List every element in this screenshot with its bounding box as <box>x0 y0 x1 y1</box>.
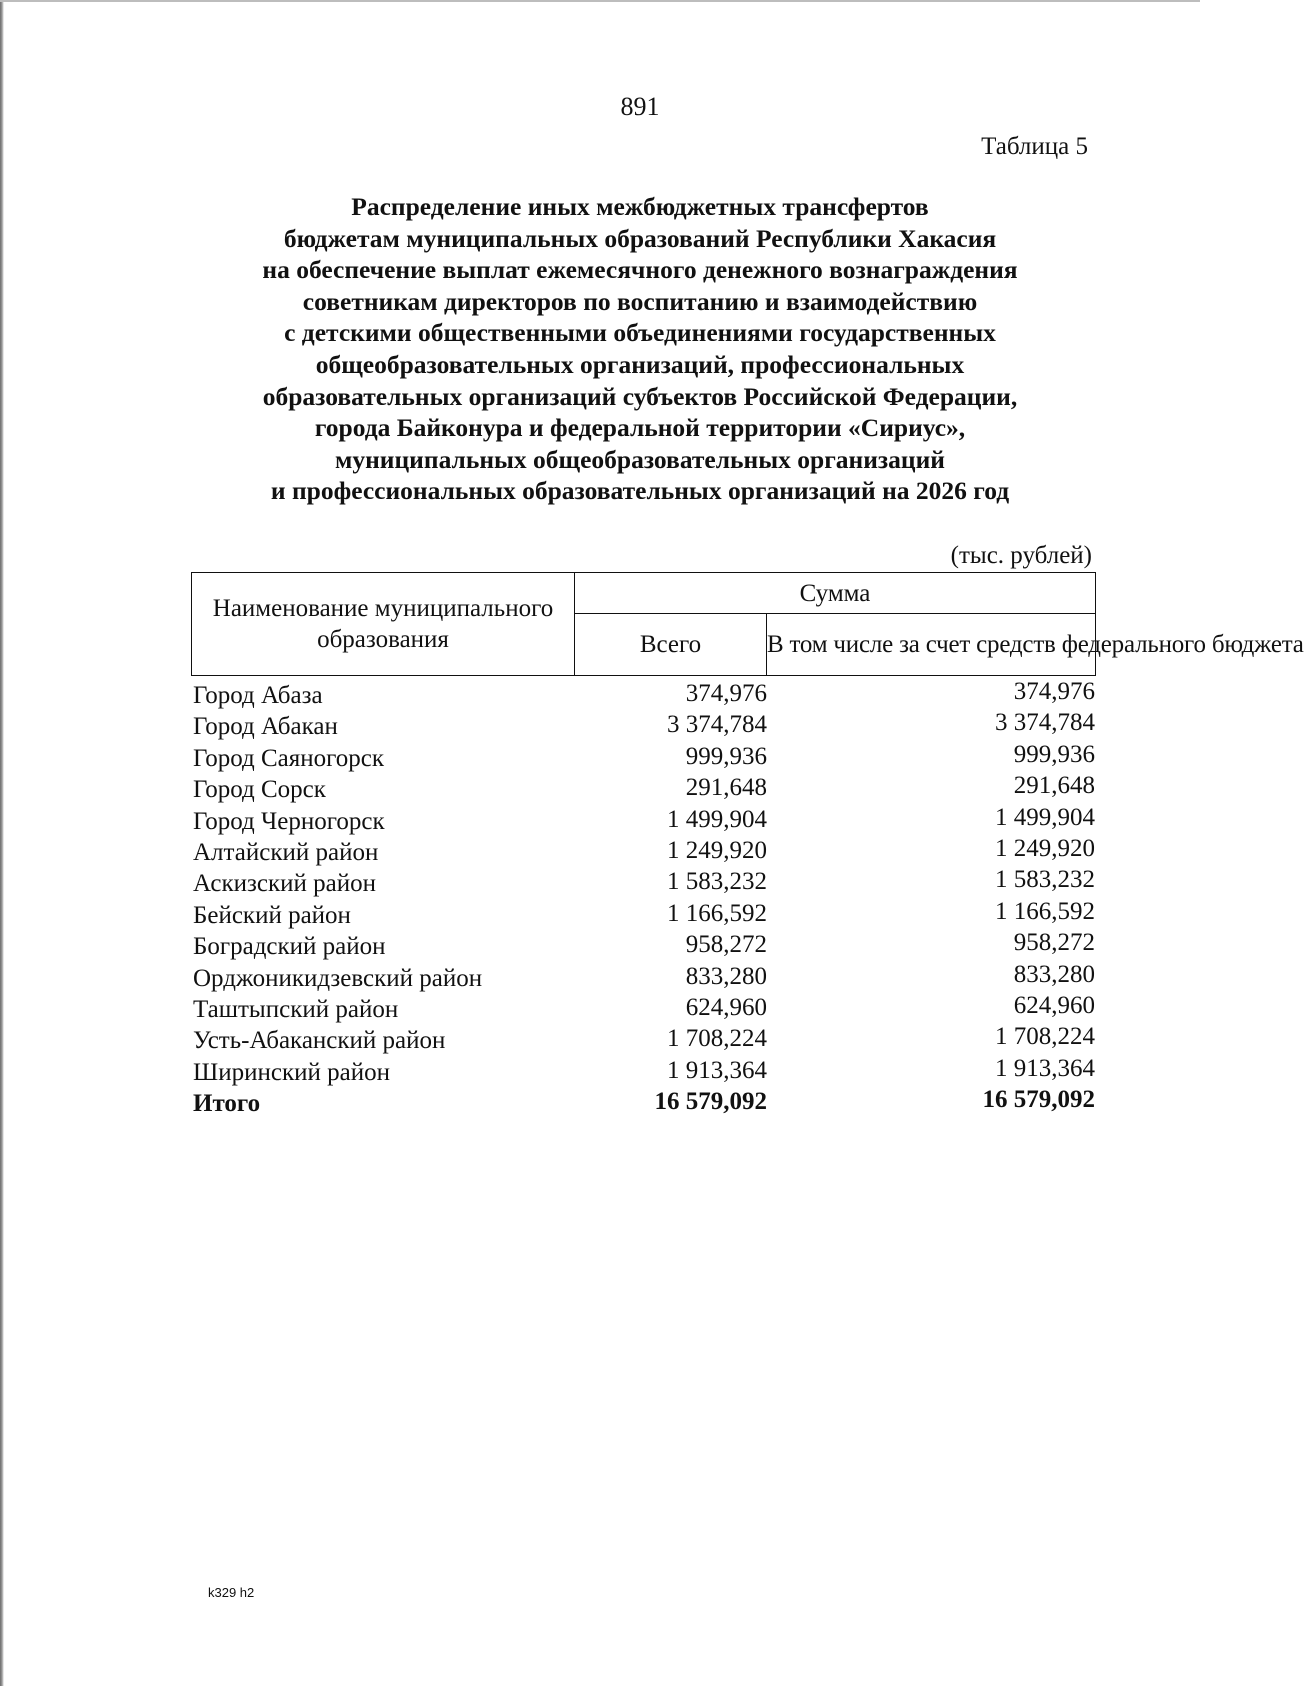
row-federal: 374,976 <box>1013 678 1095 705</box>
title-line: муниципальных общеобразовательных организаций <box>334 444 945 474</box>
table-row <box>191 803 1095 837</box>
row-total: 999,936 <box>685 742 767 770</box>
table-row <box>191 931 1095 962</box>
header-federal-budget: В том числе за счет средств федерального бюджета <box>767 614 1096 676</box>
title-line: бюджетам муниципальных образований Республики Хакасия <box>283 223 997 253</box>
table-number: Таблица 5 <box>981 133 1088 160</box>
title-line: с детскими общественными объединениями государственных <box>284 318 996 348</box>
row-name: Орджоникидзевский район <box>193 964 483 992</box>
row-federal: 999,936 <box>1013 740 1095 768</box>
scan-edge-top <box>0 0 1200 2</box>
footer-code: k329 h2 <box>208 1585 255 1600</box>
row-name: Город Саяногорск <box>193 744 385 772</box>
row-total: 624,960 <box>685 993 767 1021</box>
row-federal: 958,272 <box>1013 929 1095 957</box>
table-row <box>191 740 1095 774</box>
title-line: города Байконура и федеральной территории «Сириус», <box>314 413 966 443</box>
row-federal: 1 166,592 <box>995 897 1095 925</box>
total-row-federal: 16 579,092 <box>982 1086 1095 1114</box>
row-total: 1 499,904 <box>667 805 767 833</box>
row-name: Аскизский район <box>193 870 377 898</box>
table-row <box>191 711 1095 742</box>
table-row <box>191 868 1095 899</box>
document-title <box>190 191 1090 507</box>
table-row <box>191 834 1095 868</box>
row-name: Таштыпский район <box>193 995 399 1023</box>
row-total: 1 913,364 <box>667 1056 767 1084</box>
table-body <box>191 680 1095 1119</box>
row-total: 833,280 <box>685 962 767 990</box>
row-total: 958,272 <box>685 931 767 959</box>
row-name: Усть-Абаканский район <box>193 1027 446 1055</box>
table-row <box>191 1054 1095 1088</box>
total-row-name: Итого <box>193 1090 261 1118</box>
header-sum: Сумма <box>575 573 1096 614</box>
row-total: 1 166,592 <box>667 899 767 927</box>
row-total: 1 583,232 <box>667 868 767 896</box>
row-name: Город Сорск <box>193 776 326 804</box>
row-name: Боградский район <box>193 933 386 961</box>
row-name: Бейский район <box>193 901 351 929</box>
row-federal: 833,280 <box>1013 960 1095 988</box>
row-federal: 3 374,784 <box>995 709 1095 737</box>
title-line: советникам директоров по воспитанию и взаимодействию <box>302 286 978 316</box>
row-total: 374,976 <box>685 680 767 707</box>
row-name: Город Абакан <box>193 713 338 741</box>
table-total-row <box>191 1088 1095 1119</box>
page-number: 891 <box>620 92 660 121</box>
row-federal: 624,960 <box>1013 991 1095 1019</box>
table-row <box>191 960 1095 994</box>
row-federal: 1 913,364 <box>995 1054 1095 1082</box>
row-federal: 1 708,224 <box>995 1023 1095 1051</box>
row-total: 3 374,784 <box>667 711 767 739</box>
total-row-total: 16 579,092 <box>654 1088 767 1116</box>
row-total: 1 249,920 <box>667 836 767 864</box>
row-federal: 291,648 <box>1013 772 1095 800</box>
unit-note: (тыс. рублей) <box>950 542 1092 569</box>
row-federal: 1 249,920 <box>995 834 1095 862</box>
title-line: образовательных организаций субъектов Российской Федерации, <box>262 381 1018 411</box>
row-name: Город Черногорск <box>193 807 385 835</box>
table-row <box>191 774 1095 805</box>
table-row <box>191 1025 1095 1056</box>
row-total: 1 708,224 <box>667 1025 767 1053</box>
table-row <box>191 680 1095 711</box>
header-total: Всего <box>575 614 767 676</box>
row-total: 291,648 <box>685 774 767 802</box>
row-federal: 1 499,904 <box>995 803 1095 831</box>
scan-edge-shadow <box>0 0 4 1686</box>
row-name: Ширинский район <box>193 1058 390 1086</box>
title-line: и профессиональных образовательных организаций на 2026 год <box>270 476 1010 506</box>
table-row <box>191 897 1095 931</box>
title-line: Распределение иных межбюджетных трансфертов <box>351 192 929 221</box>
table-header <box>191 572 1304 676</box>
table-row <box>191 991 1095 1025</box>
row-name: Алтайский район <box>193 838 379 866</box>
header-municipality-name: Наименование муниципального образования <box>192 573 575 676</box>
row-federal: 1 583,232 <box>995 866 1095 894</box>
row-name: Город Абаза <box>193 682 323 709</box>
title-line: на обеспечение выплат ежемесячного денежного вознаграждения <box>262 255 1018 285</box>
title-line: общеобразовательных организаций, профессиональных <box>315 349 965 379</box>
